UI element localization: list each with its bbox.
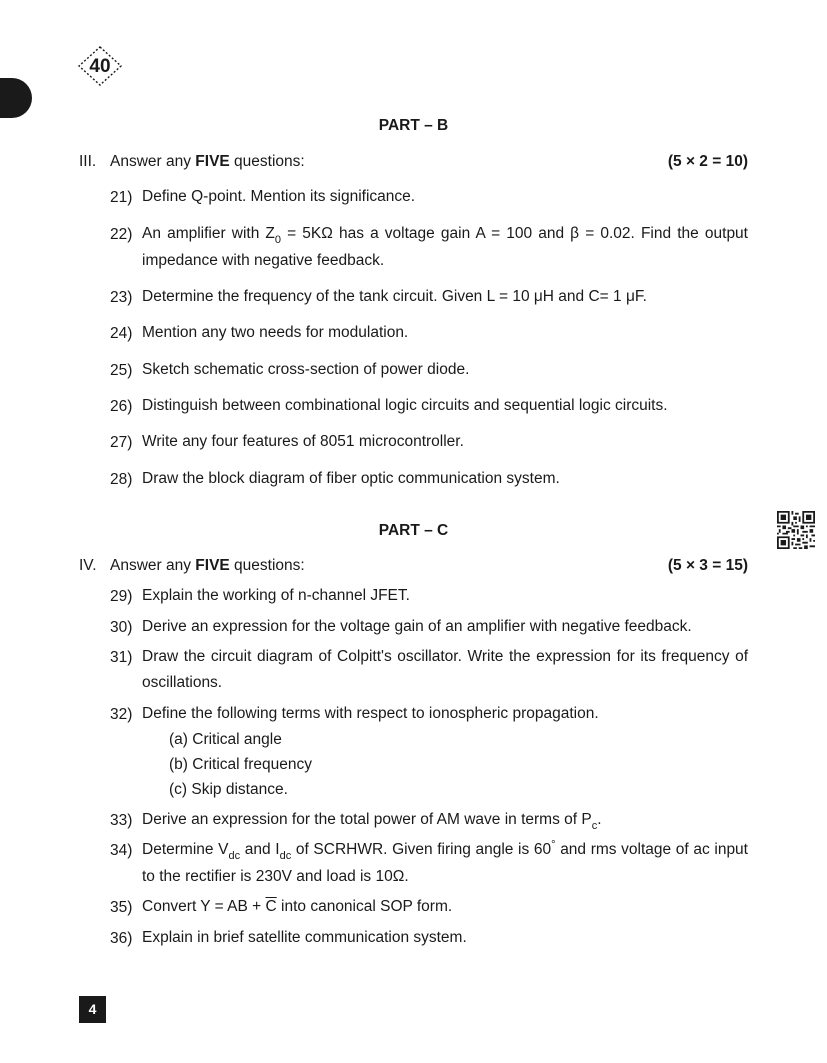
question-text: Explain in brief satellite communication system. <box>142 929 467 946</box>
question-number: 30) <box>110 619 133 636</box>
section-iii-marks: (5 × 2 = 10) <box>667 153 748 170</box>
option-item: (a) Critical angle <box>169 731 282 748</box>
question-text: An amplifier with $Z_0 = 5K\Omega$ has a voltage gain A = 100 and β = 0.02. Find the output impedance with negative feedback. <box>142 225 748 269</box>
part-b-heading: PART – B <box>378 117 449 134</box>
question-number: 33) <box>110 812 133 829</box>
question-text: Draw the block diagram of fiber optic communication system. <box>142 470 560 487</box>
question-number: 21) <box>110 189 133 206</box>
question-text: Convert Y = AB + $\overline{C}$ into canonical SOP form. <box>142 898 453 915</box>
option-item: (b) Critical frequency <box>169 756 312 773</box>
side-tab-marker <box>0 78 32 118</box>
section-iv-instruction: Answer any FIVE questions: <box>110 557 305 574</box>
question-number: 25) <box>110 362 133 379</box>
paper-code-badge <box>78 46 122 86</box>
part-c-heading: PART – C <box>378 522 449 539</box>
question-text: Determine $V_{dc}$ and $I_{dc}$ of SCRHWR. Given firing angle is 60° and rms voltage of ac input to the rectifier is 230V and load is 10Ω. <box>142 839 748 885</box>
question-number: 26) <box>110 398 133 415</box>
question-number: 23) <box>110 289 133 306</box>
section-iii-instruction: Answer any FIVE questions: <box>110 153 305 170</box>
question-number: 22) <box>110 226 133 243</box>
question-number: 36) <box>110 930 133 947</box>
question-text: Mention any two needs for modulation. <box>142 324 409 341</box>
question-number: 31) <box>110 649 133 666</box>
question-text: Derive an expression for the voltage gain of an amplifier with negative feedback. <box>142 618 692 635</box>
question-number: 27) <box>110 434 133 451</box>
question-text: Distinguish between combinational logic circuits and sequential logic circuits. <box>142 397 668 414</box>
question-text: Write any four features of 8051 microcontroller. <box>142 433 464 450</box>
question-number: 32) <box>110 706 133 723</box>
option-item: (c) Skip distance. <box>169 781 288 798</box>
question-text: Explain the working of n-channel JFET. <box>142 587 410 604</box>
paper-code: 40 <box>89 56 111 77</box>
section-iv-number: IV. <box>79 557 97 574</box>
question-text: Determine the frequency of the tank circuit. Given L = 10 μH and C= 1 μF. <box>142 288 647 305</box>
question-text: Define Q-point. Mention its significance. <box>142 188 416 205</box>
question-text: Define the following terms with respect to ionospheric propagation. <box>142 705 599 722</box>
question-text: Draw the circuit diagram of Colpitt's oscillator. Write the expression for its frequency of oscillations. <box>142 648 748 691</box>
question-number: 29) <box>110 588 133 605</box>
question-text: Derive an expression for the total power of AM wave in terms of $P_c$. <box>142 811 602 832</box>
question-number: 34) <box>110 842 133 859</box>
page-number: 4 <box>79 996 106 1023</box>
question-number: 24) <box>110 325 133 342</box>
question-number: 35) <box>110 899 133 916</box>
question-number: 28) <box>110 471 133 488</box>
section-iii-number: III. <box>79 153 97 170</box>
question-text: Sketch schematic cross-section of power diode. <box>142 361 470 378</box>
section-iv-marks: (5 × 3 = 15) <box>667 557 748 574</box>
